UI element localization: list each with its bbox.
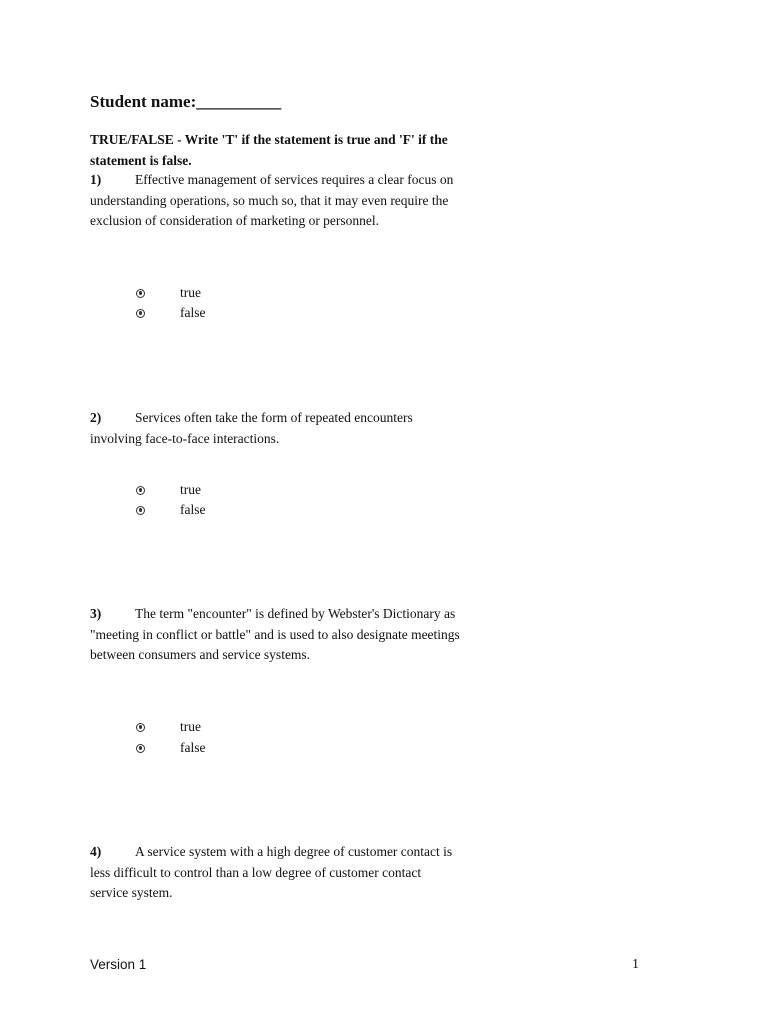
question-4 [90,842,462,904]
question-3 [90,604,462,666]
footer-page-number: 1 [632,957,639,972]
option-label: true [180,482,201,497]
question-number: 2) [90,410,102,425]
option-label: false [180,305,206,320]
radio-button-icon[interactable] [136,723,145,732]
question-1 [90,170,462,232]
option-label: false [180,502,206,517]
footer-version: Version 1 [90,957,147,972]
option-true[interactable] [136,719,201,735]
question-text: Effective management of services requires a clear focus on understanding operations, so much so, that it may even require the exclusion of consideration of marketing or personnel. [90,172,454,228]
question-text: A service system with a high degree of customer contact is less difficult to control than a low degree of customer contact service system. [90,844,453,900]
question-number: 3) [90,606,102,621]
option-label: true [180,719,201,734]
option-label: true [180,285,201,300]
radio-button-icon[interactable] [136,506,145,515]
option-true[interactable] [136,285,201,301]
radio-button-icon[interactable] [136,289,145,298]
option-true[interactable] [136,482,201,498]
question-text: Services often take the form of repeated encounters involving face-to-face interactions. [90,410,413,446]
question-number: 4) [90,844,102,859]
radio-button-icon[interactable] [136,744,145,753]
option-false[interactable] [136,740,205,756]
radio-button-icon[interactable] [136,486,145,495]
question-text: The term "encounter" is defined by Webster's Dictionary as "meeting in conflict or battle" and is used to also designate meetings between consumers and service systems. [90,606,460,662]
option-false[interactable] [136,305,205,321]
instructions: TRUE/FALSE - Write 'T' if the statement is true and 'F' if the statement is false. [90,132,448,168]
radio-button-icon[interactable] [136,309,145,318]
question-2 [90,408,462,449]
option-false[interactable] [136,502,205,518]
student-name-label: Student name:__________ [90,92,282,111]
question-number: 1) [90,172,102,187]
option-label: false [180,740,206,755]
